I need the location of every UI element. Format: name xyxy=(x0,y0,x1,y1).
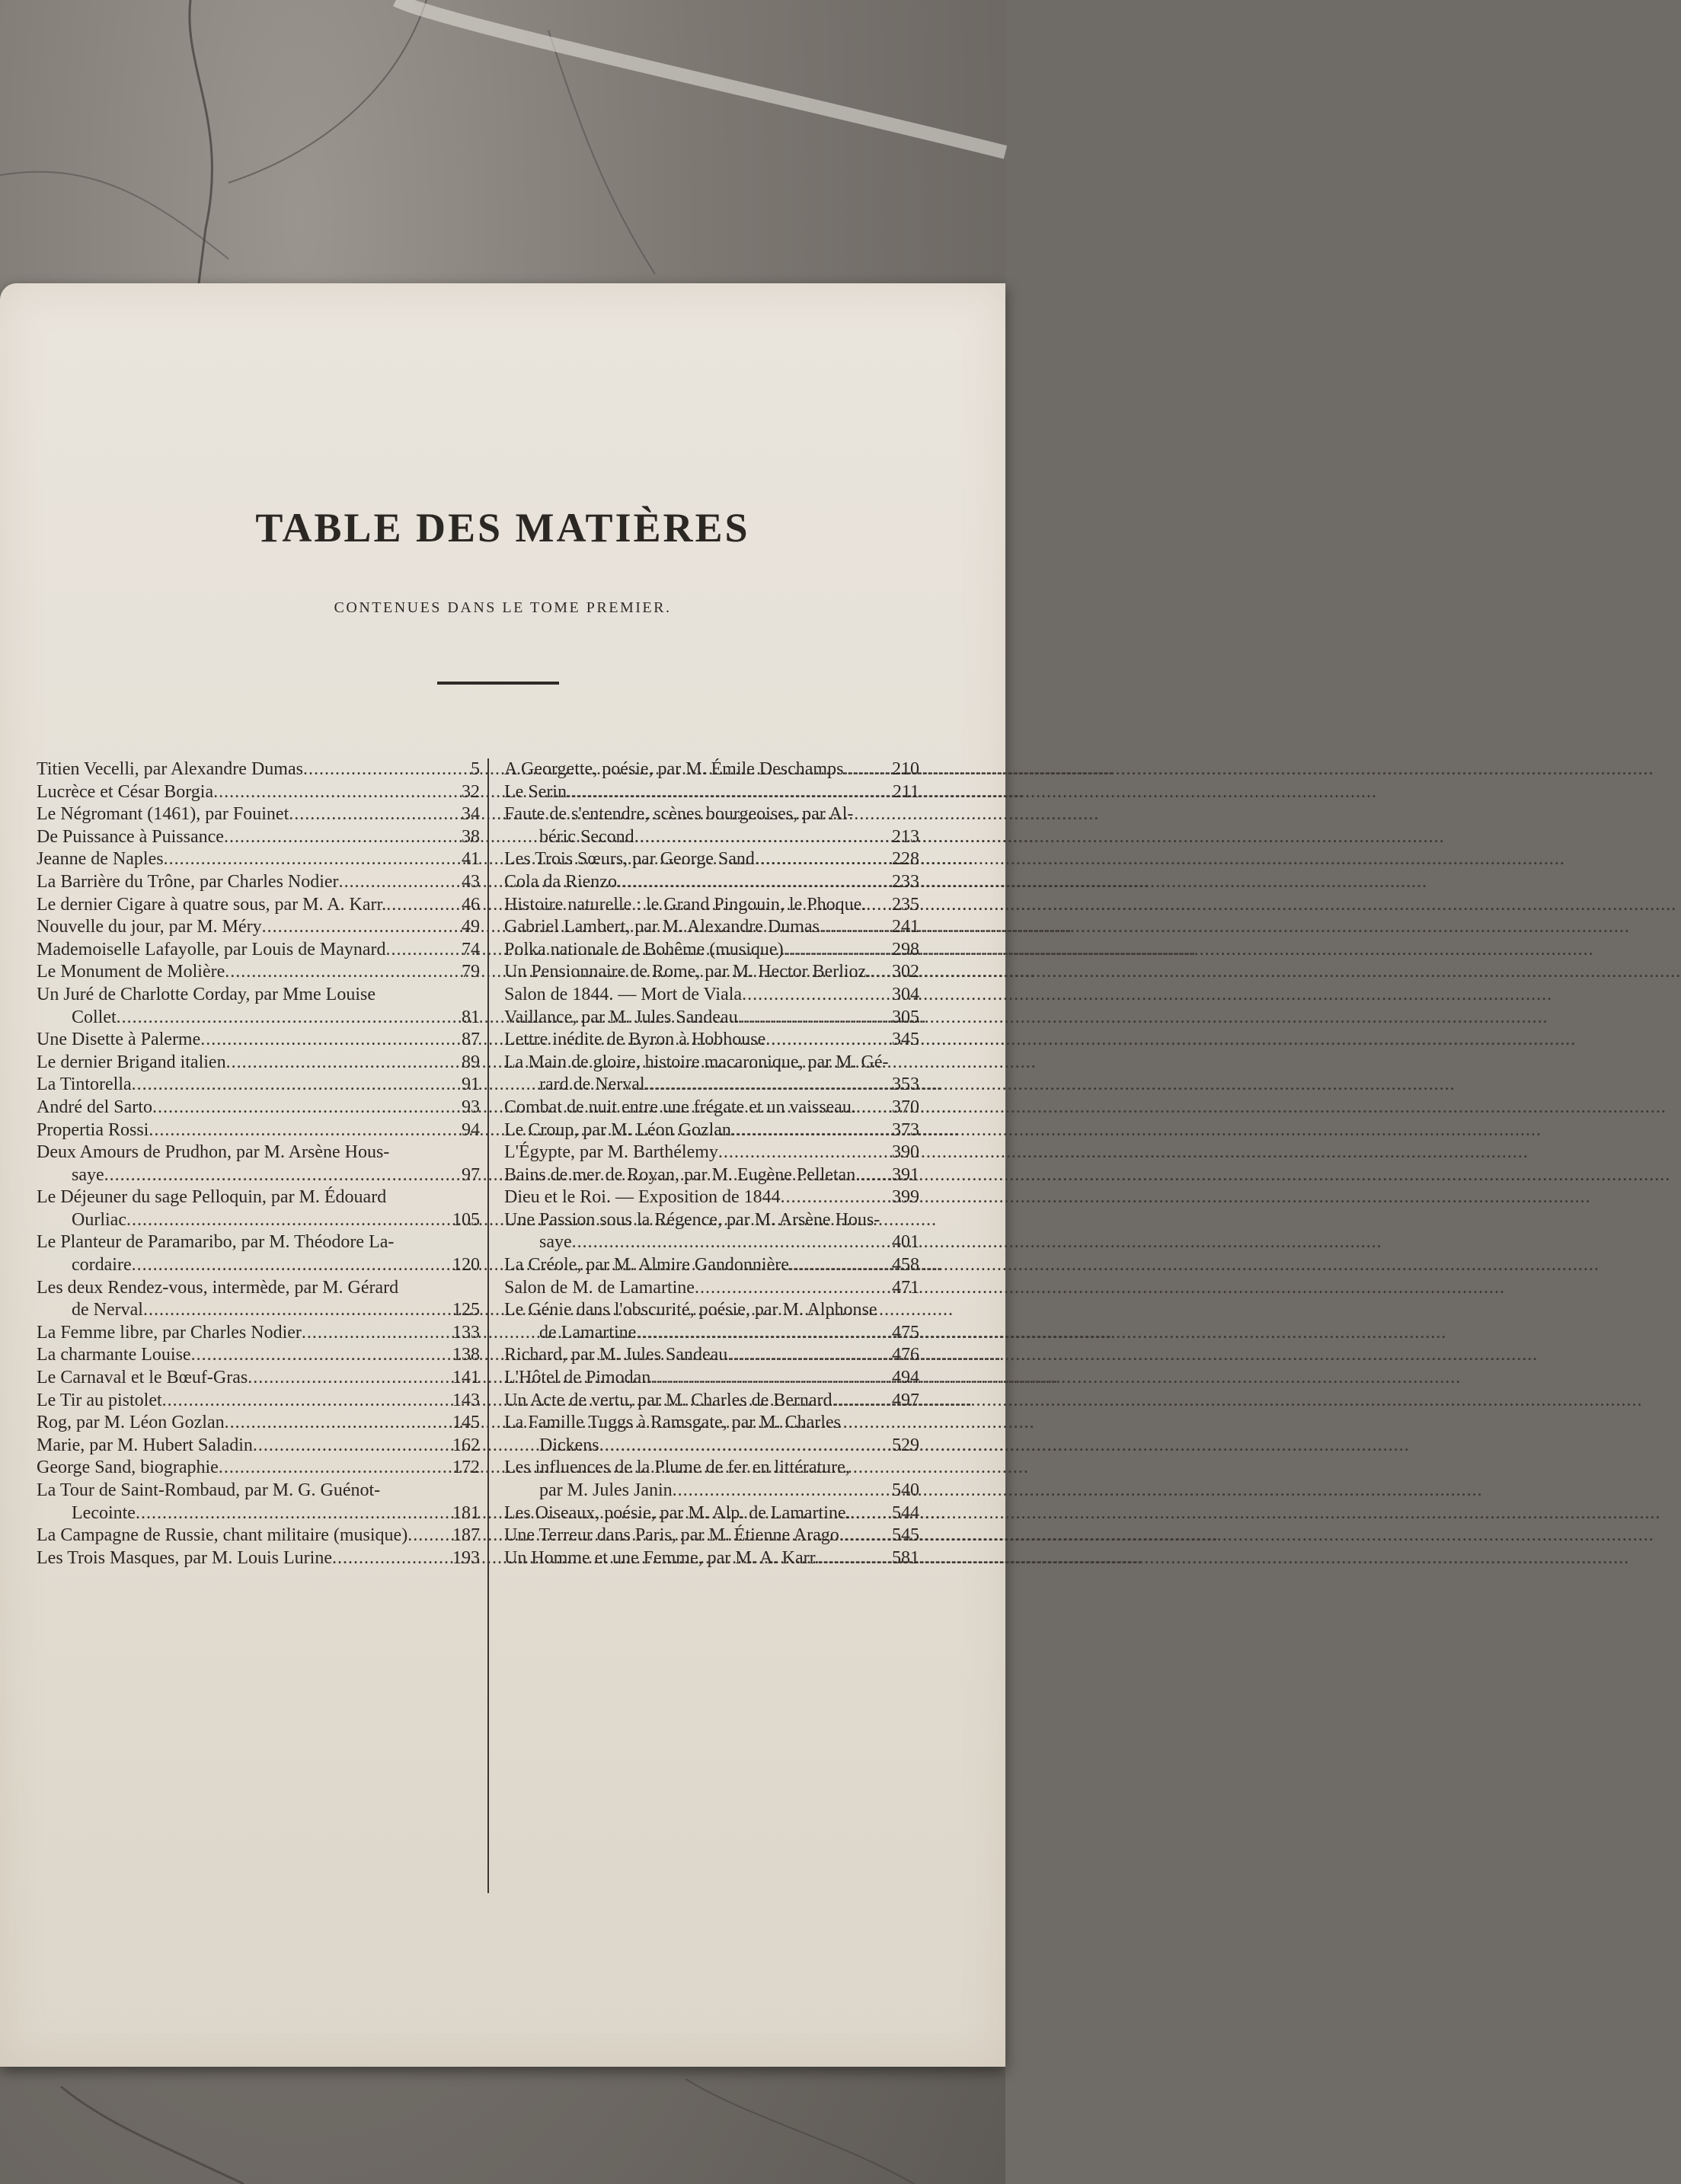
leader-dots xyxy=(386,939,440,962)
leader-dots xyxy=(789,1254,880,1277)
toc-entry xyxy=(504,1299,919,1344)
toc-entry-page: 581 xyxy=(892,1547,919,1568)
toc-entry-title: Le Négromant (1461), par Fouinet xyxy=(37,804,289,825)
toc-entry-title: Les Oiseaux, poésie, par M. Alp. de Lamartine. xyxy=(504,1502,851,1523)
leader-dots xyxy=(191,1344,440,1367)
toc-entry-page: 228 xyxy=(892,849,919,870)
toc-entry-title-continued: de Nerval xyxy=(72,1300,143,1320)
toc-entry xyxy=(37,1029,480,1052)
toc-entry-title: Richard, par M. Jules Sandeau xyxy=(504,1345,728,1365)
toc-entry xyxy=(504,1277,919,1300)
toc-entry xyxy=(504,1029,919,1052)
toc-entry-title: Le dernier Cigare à quatre sous, par M. A. Karr. xyxy=(37,894,387,915)
toc-entry xyxy=(504,939,919,962)
toc-entry-title: La Barrière du Trône, par Charles Nodier xyxy=(37,871,339,892)
leader-dots xyxy=(784,939,880,962)
toc-entry xyxy=(504,1097,919,1119)
toc-entry xyxy=(504,1457,919,1502)
leader-dots xyxy=(136,1502,440,1525)
leader-dots xyxy=(152,1097,440,1119)
page-title: TABLE DES MATIÈRES xyxy=(255,505,750,551)
toc-entry-title: Titien Vecelli, par Alexandre Dumas xyxy=(37,759,303,779)
toc-entry xyxy=(504,1525,919,1547)
leader-dots xyxy=(731,1119,880,1142)
leader-dots xyxy=(339,871,440,894)
toc-entry-page: 74 xyxy=(462,939,480,959)
toc-entry-page: 49 xyxy=(462,917,480,937)
book-page xyxy=(0,283,1005,2067)
toc-entry-title-continued: saye xyxy=(539,1232,572,1253)
page-subtitle: CONTENUES DANS LE TOME PREMIER. xyxy=(334,599,672,616)
toc-entry-title: De Puissance à Puissance xyxy=(37,826,224,847)
leader-dots xyxy=(645,1074,880,1097)
toc-entry-title: Bains de mer de Royan, par M. Eugène Pelletan. xyxy=(504,1164,861,1185)
toc-entry-page: 305 xyxy=(892,1007,919,1027)
toc-entry-title: Histoire naturelle : le Grand Pingouin, le Phoque. xyxy=(504,894,867,915)
toc-entry-page: 353 xyxy=(892,1074,919,1095)
toc-entry-title: Deux Amours de Prudhon, par M. Arsène Hous- xyxy=(37,1142,390,1163)
toc-entry xyxy=(504,848,919,871)
toc-entry-title: Le Tir au pistolet xyxy=(37,1390,162,1410)
leader-dots xyxy=(162,1390,440,1413)
toc-entry-title: Le Génie dans l'obscurité, poésie, par M. Alphonse xyxy=(504,1300,877,1320)
toc-entry-page: 399 xyxy=(892,1187,919,1208)
leader-dots xyxy=(634,826,880,849)
toc-entry xyxy=(504,1209,919,1254)
leader-dots xyxy=(695,1277,880,1300)
toc-entry xyxy=(37,1277,480,1322)
toc-entry xyxy=(504,1344,919,1367)
toc-entry-page: 46 xyxy=(462,894,480,915)
toc-entry-page: 210 xyxy=(892,759,919,779)
toc-entry-page: 304 xyxy=(892,984,919,1004)
toc-entry-page: 471 xyxy=(892,1277,919,1298)
leader-dots xyxy=(636,1322,880,1345)
toc-entry-title: Le Carnaval et le Bœuf-Gras xyxy=(37,1368,248,1388)
toc-entry xyxy=(504,1390,919,1413)
toc-entry-title: A Georgette, poésie, par M. Émile Deschamps xyxy=(504,759,844,779)
toc-entry xyxy=(37,1390,480,1413)
toc-entry-title: Une Terreur dans Paris, par M. Étienne Arago. xyxy=(504,1525,844,1546)
leader-dots xyxy=(332,1547,440,1570)
leader-dots xyxy=(213,781,440,804)
leader-dots xyxy=(117,1007,440,1030)
toc-entry-title: L'Hôtel de Pimodan xyxy=(504,1368,651,1388)
toc-entry-title: Lucrèce et César Borgia xyxy=(37,781,214,802)
toc-entry xyxy=(504,1119,919,1142)
leader-dots xyxy=(567,781,880,804)
leader-dots xyxy=(386,894,440,917)
toc-entry-title-continued: Dickens xyxy=(539,1435,599,1455)
toc-entry-page: 81 xyxy=(462,1007,480,1027)
toc-entry xyxy=(37,803,480,826)
toc-entry-page: 497 xyxy=(892,1390,919,1410)
toc-entry-title: Les Trois Sœurs, par George Sand xyxy=(504,849,755,870)
leader-dots xyxy=(871,961,880,984)
toc-entry-title: La Tour de Saint-Rombaud, par M. G. Guénot- xyxy=(37,1480,381,1500)
toc-entry xyxy=(37,781,480,804)
toc-entry-page: 5 xyxy=(471,759,480,779)
leader-dots xyxy=(303,758,440,781)
toc-entry-page: 172 xyxy=(452,1458,480,1478)
leader-dots xyxy=(833,1390,880,1413)
toc-entry-page: 105 xyxy=(452,1209,480,1230)
toc-entry xyxy=(37,1141,480,1186)
toc-entry-page: 370 xyxy=(892,1097,919,1117)
toc-entry-page: 529 xyxy=(892,1435,919,1455)
toc-entry-page: 94 xyxy=(462,1119,480,1140)
toc-entry-page: 390 xyxy=(892,1142,919,1163)
leader-dots xyxy=(224,826,440,849)
toc-entry-title: La Femme libre, par Charles Nodier xyxy=(37,1322,302,1343)
toc-entry xyxy=(504,781,919,804)
toc-entry xyxy=(37,1367,480,1390)
toc-entry-page: 345 xyxy=(892,1030,919,1050)
toc-entry xyxy=(504,1052,919,1097)
toc-entry-title: Un Juré de Charlotte Corday, par Mme Louise xyxy=(37,984,376,1004)
toc-entry xyxy=(37,1525,480,1547)
toc-entry-page: 540 xyxy=(892,1480,919,1500)
leader-dots xyxy=(149,1119,440,1142)
toc-entry-title: George Sand, biographie xyxy=(37,1458,219,1478)
toc-entry-page: 494 xyxy=(892,1368,919,1388)
leader-dots xyxy=(572,1231,880,1254)
leader-dots xyxy=(727,1344,880,1367)
toc-entry-title: Dieu et le Roi. — Exposition de 1844 xyxy=(504,1187,781,1208)
toc-entry-title: Nouvelle du jour, par M. Méry xyxy=(37,917,262,937)
toc-entry-title: Le Planteur de Paramaribo, par M. Théodore La- xyxy=(37,1232,395,1253)
title-rule xyxy=(437,682,559,685)
leader-dots xyxy=(132,1074,440,1097)
toc-entry-title: La Main de gloire, histoire macaronique, par M. Gé- xyxy=(504,1052,889,1072)
toc-entry-page: 34 xyxy=(462,804,480,825)
toc-entry-title: Un Pensionnaire de Rome, par M. Hector Berlioz. xyxy=(504,962,871,982)
toc-entry-page: 401 xyxy=(892,1232,919,1253)
toc-entry-page: 138 xyxy=(452,1345,480,1365)
toc-entry-page: 373 xyxy=(892,1119,919,1140)
toc-entry-title: Les Trois Masques, par M. Louis Lurine xyxy=(37,1547,332,1568)
toc-entry xyxy=(37,1412,480,1435)
toc-entry xyxy=(37,1052,480,1074)
toc-entry xyxy=(504,1502,919,1525)
leader-dots xyxy=(820,916,880,939)
leader-dots xyxy=(126,1209,440,1232)
toc-entry xyxy=(37,826,480,849)
toc-entry xyxy=(504,1141,919,1164)
toc-entry-title-continued: Ourliac xyxy=(72,1209,126,1230)
toc-entry-title-continued: rard de Nerval xyxy=(539,1074,645,1095)
toc-entry-title: Le dernier Brigand italien xyxy=(37,1052,226,1072)
toc-entry xyxy=(37,1480,480,1525)
toc-entry-title: Polka nationale de Bohême (musique) xyxy=(504,939,784,959)
toc-entry xyxy=(37,1119,480,1142)
toc-entry-title: Le Serin xyxy=(504,781,567,802)
toc-entry xyxy=(504,1412,919,1457)
toc-entry-page: 89 xyxy=(462,1052,480,1072)
toc-entry-title: L'Égypte, par M. Barthélemy xyxy=(504,1142,718,1163)
toc-entry xyxy=(504,1164,919,1187)
leader-dots xyxy=(738,1007,880,1030)
toc-entry xyxy=(504,1254,919,1277)
toc-entry-page: 125 xyxy=(452,1300,480,1320)
toc-entry-title-continued: Collet xyxy=(72,1007,117,1027)
toc-entry-page: 211 xyxy=(892,781,919,802)
toc-entry xyxy=(37,984,480,1029)
toc-entry xyxy=(504,961,919,984)
toc-entry-title: Rog, par M. Léon Gozlan xyxy=(37,1413,225,1433)
toc-entry-title: Vaillance, par M. Jules Sandeau xyxy=(504,1007,738,1027)
toc-entry-title: Marie, par M. Hubert Saladin xyxy=(37,1435,253,1455)
toc-entry-title: La Famille Tuggs à Ramsgate, par M. Charles xyxy=(504,1413,841,1433)
toc-entry-title: Cola da Rienzo xyxy=(504,871,617,892)
toc-left-column xyxy=(37,758,480,1569)
toc-entry-page: 298 xyxy=(892,939,919,959)
leader-dots xyxy=(650,1367,880,1390)
toc-entry-page: 233 xyxy=(892,871,919,892)
toc-entry-page: 545 xyxy=(892,1525,919,1546)
toc-entry-page: 97 xyxy=(462,1164,480,1185)
leader-dots xyxy=(104,1164,440,1187)
toc-entry xyxy=(504,1186,919,1209)
toc-entry-title-continued: saye xyxy=(72,1164,104,1185)
toc-entry-page: 32 xyxy=(462,781,480,802)
leader-dots xyxy=(819,1547,880,1570)
toc-entry xyxy=(504,894,919,917)
toc-entry-page: 41 xyxy=(462,849,480,870)
leader-dots xyxy=(225,1412,440,1435)
leader-dots xyxy=(289,803,440,826)
toc-entry-title-continued: cordaire xyxy=(72,1255,132,1276)
toc-entry xyxy=(37,1231,480,1276)
toc-entry-page: 544 xyxy=(892,1502,919,1523)
toc-entry xyxy=(37,758,480,781)
toc-right-column xyxy=(504,758,919,1569)
leader-dots xyxy=(219,1457,440,1480)
leader-dots xyxy=(843,758,880,781)
toc-entry-title: La Campagne de Russie, chant militaire (musique) xyxy=(37,1525,408,1546)
toc-entry-title: Salon de 1844. — Mort de Viala xyxy=(504,984,743,1004)
toc-entry-page: 241 xyxy=(892,917,919,937)
toc-entry-title-continued: de Lamartine xyxy=(539,1322,637,1343)
toc-entry-page: 193 xyxy=(452,1547,480,1568)
toc-entry-title: Mademoiselle Lafayolle, par Louis de Maynard xyxy=(37,939,386,959)
toc-entry-page: 145 xyxy=(452,1413,480,1433)
toc-entry-title: Gabriel Lambert, par M. Alexandre Dumas xyxy=(504,917,820,937)
toc-entry xyxy=(37,961,480,984)
toc-entry xyxy=(37,1322,480,1345)
toc-entry xyxy=(504,1007,919,1030)
toc-entry-title: Le Déjeuner du sage Pelloquin, par M. Édouard xyxy=(37,1187,387,1208)
toc-entry-page: 43 xyxy=(462,871,480,892)
leader-dots xyxy=(143,1299,440,1322)
toc-entry-page: 181 xyxy=(452,1502,480,1523)
leader-dots xyxy=(781,1186,880,1209)
toc-entry xyxy=(504,803,919,848)
toc-entry xyxy=(37,1435,480,1458)
toc-entry xyxy=(37,871,480,894)
leader-dots xyxy=(599,1435,880,1458)
leader-dots xyxy=(226,1052,440,1074)
leader-dots xyxy=(844,1525,880,1547)
toc-entry-page: 475 xyxy=(892,1322,919,1343)
leader-dots xyxy=(617,871,880,894)
leader-dots xyxy=(164,848,440,871)
toc-entry-page: 187 xyxy=(452,1525,480,1546)
toc-entry-page: 391 xyxy=(892,1164,919,1185)
toc-entry xyxy=(37,1186,480,1231)
toc-entry-title-continued: par M. Jules Janin xyxy=(539,1480,673,1500)
leader-dots xyxy=(860,1164,880,1187)
toc-entry-title: Un Homme et une Femme, par M. A. Karr. xyxy=(504,1547,820,1568)
toc-entry-title: Le Monument de Molière xyxy=(37,962,225,982)
leader-dots xyxy=(302,1322,440,1345)
toc-entry xyxy=(37,894,480,917)
leader-dots xyxy=(132,1254,440,1277)
toc-entry-title: Propertia Rossi xyxy=(37,1119,149,1140)
toc-entry xyxy=(37,1457,480,1480)
toc-entry xyxy=(504,758,919,781)
toc-entry-title: Un Acte de vertu, par M. Charles de Bernard xyxy=(504,1390,833,1410)
toc-entry-title: Faute de s'entendre, scènes bourgeoises, par Al- xyxy=(504,804,854,825)
toc-entry-title-continued: Lecointe xyxy=(72,1502,136,1523)
toc-entry-page: 38 xyxy=(462,826,480,847)
toc-entry xyxy=(37,1097,480,1119)
toc-entry-page: 302 xyxy=(892,962,919,982)
column-divider xyxy=(487,758,489,1893)
toc-entry xyxy=(37,1344,480,1367)
toc-entry-page: 133 xyxy=(452,1322,480,1343)
toc-entry-page: 162 xyxy=(452,1435,480,1455)
leader-dots xyxy=(742,984,880,1007)
leader-dots xyxy=(253,1435,440,1458)
toc-entry-page: 143 xyxy=(452,1390,480,1410)
toc-entry xyxy=(37,916,480,939)
leader-dots xyxy=(765,1029,880,1052)
toc-entry xyxy=(37,848,480,871)
leader-dots xyxy=(851,1502,880,1525)
leader-dots xyxy=(200,1029,440,1052)
toc-entry-title-continued: béric Second xyxy=(539,826,634,847)
toc-entry-page: 93 xyxy=(462,1097,480,1117)
toc-entry-title: Combat de nuit entre une frégate et un vaisseau. xyxy=(504,1097,856,1117)
toc-entry-page: 476 xyxy=(892,1345,919,1365)
toc-entry xyxy=(37,1074,480,1097)
toc-entry-title: Salon de M. de Lamartine xyxy=(504,1277,695,1298)
toc-entry-page: 87 xyxy=(462,1030,480,1050)
toc-entry-title: Une Disette à Palerme xyxy=(37,1030,201,1050)
toc-entry-title: Lettre inédite de Byron à Hobhouse xyxy=(504,1030,766,1050)
toc-entry xyxy=(504,916,919,939)
toc-entry-title: Les influences de la Plume de fer en littérature, xyxy=(504,1458,850,1478)
leader-dots xyxy=(856,1097,880,1119)
toc-entry xyxy=(504,871,919,894)
toc-entry-title: Les deux Rendez-vous, intermède, par M. Gérard xyxy=(37,1277,399,1298)
toc-entry-title: La Créole, par M. Almire Gandonnière xyxy=(504,1255,789,1276)
toc-entry-title: La charmante Louise xyxy=(37,1345,191,1365)
toc-entry xyxy=(504,984,919,1007)
leader-dots xyxy=(755,848,880,871)
leader-dots xyxy=(225,961,440,984)
toc-entry xyxy=(37,1547,480,1570)
toc-entry-title: Le Croup, par M. Léon Gozlan xyxy=(504,1119,731,1140)
leader-dots xyxy=(718,1141,880,1164)
toc-entry-title: Jeanne de Naples xyxy=(37,849,164,870)
toc-entry-title: La Tintorella xyxy=(37,1074,132,1095)
toc-entry-page: 458 xyxy=(892,1255,919,1276)
toc-entry xyxy=(37,939,480,962)
toc-entry-page: 213 xyxy=(892,826,919,847)
toc-entry-title: André del Sarto xyxy=(37,1097,152,1117)
leader-dots xyxy=(407,1525,440,1547)
toc-entry-page: 235 xyxy=(892,894,919,915)
toc-entry-page: 120 xyxy=(452,1255,480,1276)
leader-dots xyxy=(248,1367,440,1390)
toc-entry-page: 141 xyxy=(452,1368,480,1388)
toc-entry-page: 91 xyxy=(462,1074,480,1095)
toc-entry-title: Une Passion sous la Régence, par M. Arsène Hous- xyxy=(504,1209,880,1230)
leader-dots xyxy=(673,1480,880,1502)
toc-entry xyxy=(504,1547,919,1570)
toc-entry xyxy=(504,1367,919,1390)
toc-entry-page: 79 xyxy=(462,962,480,982)
leader-dots xyxy=(866,894,880,917)
leader-dots xyxy=(262,916,440,939)
